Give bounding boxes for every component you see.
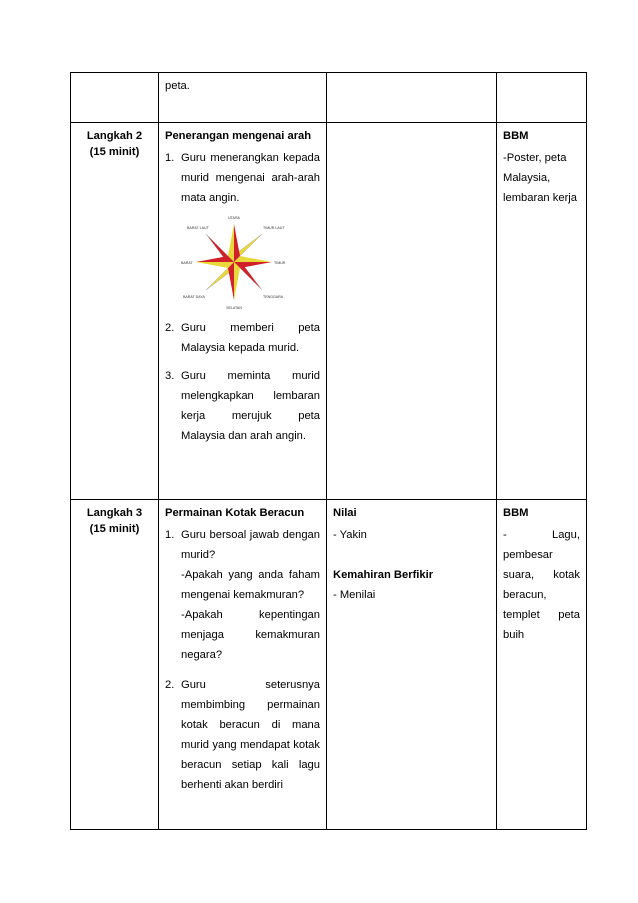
item-text: Guru menerangkan kepada murid mengenai arah-arah mata angin. (181, 152, 320, 204)
item-text: Guru bersoal jawab dengan murid? (181, 529, 320, 561)
question-text: -Apakah yang anda faham mengenai kemakmuran? (181, 569, 320, 601)
list-item (165, 318, 320, 358)
item-text: Guru memberi peta Malaysia kepada murid. (181, 322, 320, 354)
bbm-line: lembaran kerja (503, 192, 577, 204)
item-text: Guru seterusnya membimbing permainan kotak beracun di mana murid yang mendapat kotak beracun setiap kali lagu berhenti akan berdiri (181, 679, 320, 791)
bbm-heading: BBM (503, 507, 529, 519)
nilai-heading: Nilai (333, 507, 357, 519)
compass-label-west: BARAT (181, 261, 193, 265)
compass-rose-image (179, 212, 289, 312)
question-text: -Apakah kepentingan menjaga kemakmuran negara? (181, 609, 320, 661)
activity-cell (159, 500, 327, 830)
step-label: Langkah 2 (86, 130, 143, 142)
item-number: 2. (165, 322, 175, 334)
step-cell (71, 500, 159, 830)
step-cell (71, 73, 159, 123)
kemahiran-heading: Kemahiran Berfikir (333, 569, 434, 581)
bbm-line: -Poster, peta (503, 152, 567, 164)
compass-label-east: TIMUR (274, 261, 286, 265)
nilai-value: - Yakin (333, 529, 367, 541)
list-item (165, 675, 320, 795)
item-text: Guru meminta murid melengkapkan lembaran kerja merujuk peta Malaysia dan arah angin. (181, 370, 320, 442)
item-number: 2. (165, 679, 175, 691)
compass-label-southwest: BARAT DAYA (183, 295, 205, 299)
compass-label-south: SELATAN (226, 306, 242, 310)
content-tail: peta. (165, 80, 190, 92)
step-duration: (15 minit) (89, 146, 140, 158)
bbm-heading: BBM (503, 130, 529, 142)
compass-label-north: UTARA (228, 216, 240, 220)
item-number: 1. (165, 152, 175, 164)
list-item (165, 366, 320, 446)
compass-label-northwest: BARAT LAUT (187, 226, 209, 230)
table-row (71, 123, 587, 500)
item-number: 1. (165, 529, 175, 541)
value-cell (327, 500, 497, 830)
value-cell (327, 123, 497, 500)
item-number: 3. (165, 370, 175, 382)
compass-label-northeast: TIMUR LAUT (263, 226, 285, 230)
bbm-text: - Lagu, pembesar suara, kotak beracun, templet peta buih (503, 529, 580, 641)
compass-label-southeast: TENGGARA (263, 295, 284, 299)
bbm-line: Malaysia, (503, 172, 551, 184)
table-row (71, 73, 587, 123)
bbm-cell (497, 73, 587, 123)
step-cell (71, 123, 159, 500)
bbm-cell (497, 123, 587, 500)
list-item (165, 525, 320, 665)
bbm-cell (497, 500, 587, 830)
list-item (165, 148, 320, 208)
activity-cell (159, 73, 327, 123)
activity-cell (159, 123, 327, 500)
activity-heading: Permainan Kotak Beracun (165, 507, 305, 519)
step-label: Langkah 3 (86, 507, 143, 519)
kemahiran-value: - Menilai (333, 589, 376, 601)
lesson-plan-table (70, 72, 587, 830)
value-cell (327, 73, 497, 123)
activity-heading: Penerangan mengenai arah (165, 130, 312, 142)
table-row (71, 500, 587, 830)
step-duration: (15 minit) (89, 523, 140, 535)
